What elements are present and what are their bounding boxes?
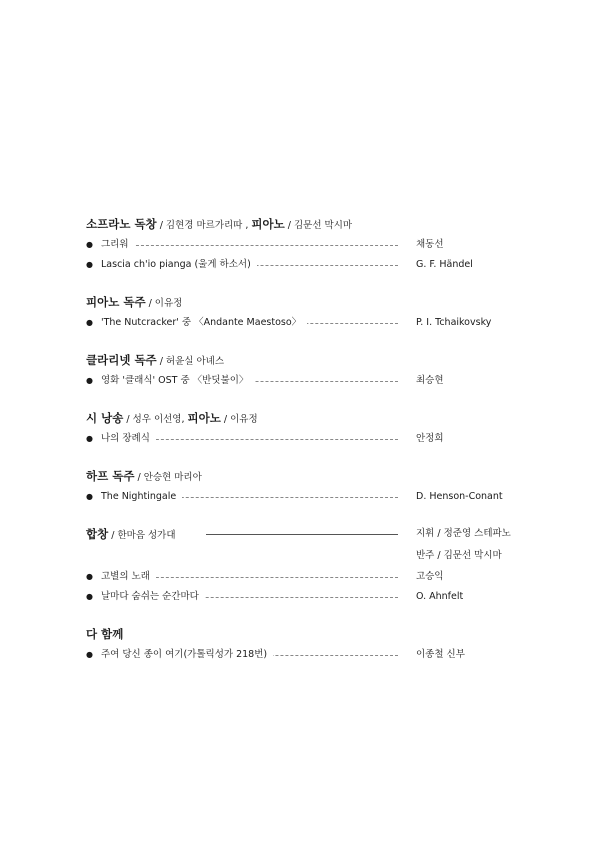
piece-title: The Nightingale <box>101 487 182 507</box>
composer: 이종철 신부 <box>416 649 465 660</box>
section-performer: / 허윤실 아녜스 <box>156 356 224 367</box>
program-item <box>86 587 546 607</box>
section-heading-continued <box>86 545 546 567</box>
piece-title: 나의 장례식 <box>101 429 156 449</box>
bullet-icon: ● <box>86 318 93 327</box>
section-title: 다 함께 <box>86 627 124 641</box>
composer: 채동선 <box>416 239 444 250</box>
piece-title: 영화 '클래식' OST 중 〈반딧불이〉 <box>101 371 254 391</box>
piece-title: Lascia ch'io pianga (울게 하소서) <box>101 255 257 275</box>
program-item <box>86 313 546 333</box>
composer: G. F. Händel <box>416 259 473 270</box>
section-title: 클라리넷 독주 <box>86 353 157 367</box>
section-title: 피아노 독주 <box>86 295 146 309</box>
section-heading <box>86 213 546 235</box>
section-performer: / 이유정 <box>145 298 183 309</box>
dotted-leader <box>126 439 398 440</box>
program-item <box>86 235 546 255</box>
section-clarinet-solo <box>86 349 546 391</box>
dotted-leader <box>126 577 398 578</box>
section-heading <box>86 523 546 545</box>
conductor: 지휘 / 정준영 스테파노 <box>416 528 511 539</box>
bullet-icon: ● <box>86 650 93 659</box>
section-title-secondary: 피아노 <box>187 411 221 425</box>
dotted-leader <box>126 245 398 246</box>
bullet-icon: ● <box>86 572 93 581</box>
section-harp-solo <box>86 465 546 507</box>
section-heading <box>86 349 546 371</box>
section-performer: / 김현경 마르가리따 , <box>156 220 252 231</box>
program-item <box>86 567 546 587</box>
section-heading <box>86 465 546 487</box>
composer: 최승현 <box>416 375 444 386</box>
section-piano-solo <box>86 291 546 333</box>
section-title: 합창 <box>86 527 109 541</box>
concert-program <box>86 213 546 665</box>
section-performer: / 성우 이선영, <box>123 414 188 425</box>
section-heading <box>86 623 546 645</box>
section-title: 하프 독주 <box>86 469 135 483</box>
section-title-secondary: 피아노 <box>251 217 285 231</box>
section-title: 소프라노 독창 <box>86 217 157 231</box>
piece-title: 주여 당신 종이 여기(가톨릭성가 218번) <box>101 645 273 665</box>
section-performer: / 한마음 성가대 <box>108 530 176 541</box>
bullet-icon: ● <box>86 376 93 385</box>
section-choir <box>86 523 546 607</box>
composer: O. Ahnfelt <box>416 591 464 602</box>
section-performer-secondary: / 이유정 <box>220 414 258 425</box>
composer: 안정희 <box>416 433 444 444</box>
section-performer-secondary: / 김문선 막시마 <box>284 220 353 231</box>
section-title: 시 낭송 <box>86 411 124 425</box>
section-performer: / 안승현 마리아 <box>134 472 202 483</box>
program-item <box>86 645 546 665</box>
program-item <box>86 487 546 507</box>
piece-title: 날마다 숨쉬는 순간마다 <box>101 587 205 607</box>
piece-title: 고별의 노래 <box>101 567 156 587</box>
piece-title: 그리워 <box>101 235 135 255</box>
solid-leader <box>206 534 398 535</box>
composer: P. I. Tchaikovsky <box>416 317 492 328</box>
section-heading <box>86 291 546 313</box>
bullet-icon: ● <box>86 492 93 501</box>
section-poetry-reading <box>86 407 546 449</box>
bullet-icon: ● <box>86 260 93 269</box>
bullet-icon: ● <box>86 434 93 443</box>
bullet-icon: ● <box>86 240 93 249</box>
composer: 고승익 <box>416 571 444 582</box>
bullet-icon: ● <box>86 592 93 601</box>
program-item <box>86 371 546 391</box>
section-soprano-solo <box>86 213 546 275</box>
piece-title: 'The Nutcracker' 중 〈Andante Maestoso〉 <box>101 313 307 333</box>
composer: D. Henson-Conant <box>416 491 503 502</box>
section-together <box>86 623 546 665</box>
program-item <box>86 429 546 449</box>
program-item <box>86 255 546 275</box>
accompanist: 반주 / 김문선 막시마 <box>416 550 502 561</box>
section-heading <box>86 407 546 429</box>
